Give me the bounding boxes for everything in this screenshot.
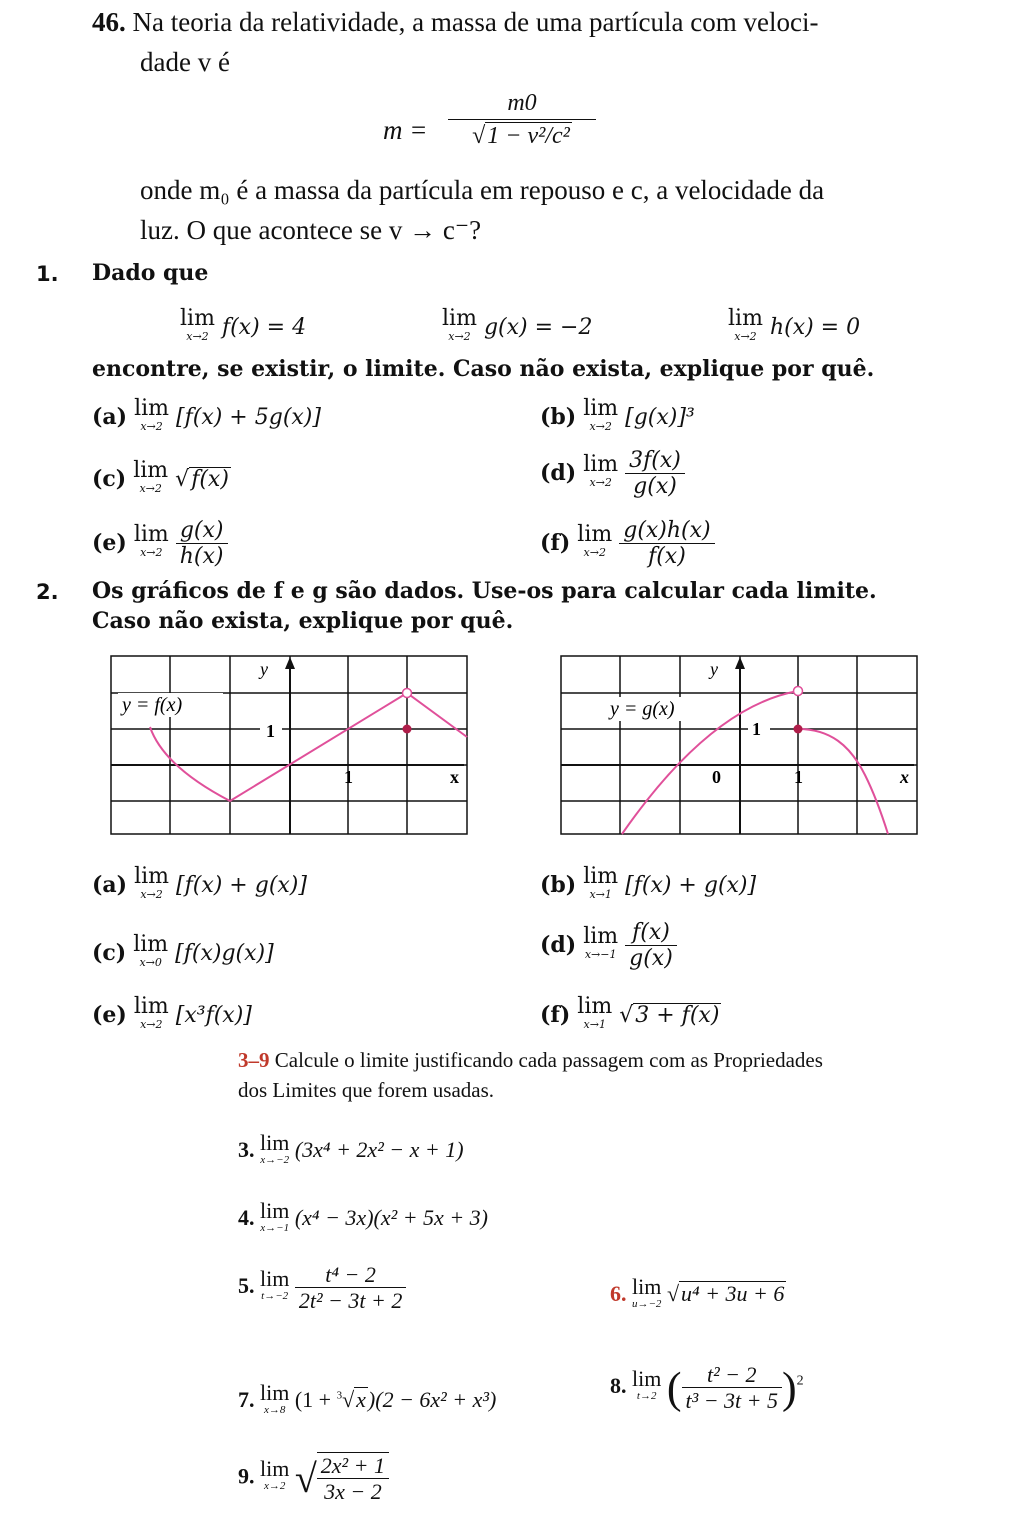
- graph-f-x-label: x: [450, 767, 459, 787]
- p2-item-e: (e) lim x→2 [x³f(x)]: [92, 994, 252, 1031]
- graph-f-filled-point: [403, 725, 412, 734]
- p46-formula-numerator: m0: [448, 90, 596, 120]
- graph-g-tick-x: 1: [794, 767, 803, 787]
- p46-line4: luz. O que acontece se v → c⁻?: [140, 215, 482, 245]
- p1-item-c: (c) lim x→2 √f(x): [92, 458, 229, 495]
- p46-formula-denominator: √1 − v²/c²: [472, 123, 570, 149]
- p1-instruction: encontre, se existir, o limite. Caso não exista, explique por quê.: [92, 356, 875, 382]
- p2-item-d: (d) lim x→−1 $\frac{f(x)}{g(x)}$: [540, 920, 677, 972]
- p2-item-f: (f) lim x→1 √3 + f(x): [540, 994, 720, 1031]
- graph-f-tick-x: 1: [344, 767, 353, 787]
- p1-intro: Dado que: [92, 260, 209, 286]
- p46-line3: onde m₀ é a massa da partícula em repouso e c, a velocidade da: [140, 175, 825, 205]
- p1-item-f: (f) lim x→2 $\frac{g(x)h(x)}{f(x)}$: [540, 518, 715, 570]
- exercise-4: 4. lim x→−1 (x⁴ − 3x)(x² + 5x + 3): [238, 1198, 488, 1234]
- graph-f-y-arrow: [285, 657, 295, 669]
- p2-item-c: (c) lim x→0 [f(x)g(x)]: [92, 932, 274, 969]
- p39-range: 3–9: [238, 1048, 270, 1072]
- graph-f-tick-y: 1: [266, 721, 275, 741]
- p2-line2: Caso não exista, explique por quê.: [92, 608, 514, 634]
- graph-f: [110, 655, 470, 837]
- graph-f-curve-label: y = f(x): [122, 694, 183, 716]
- graph-g-curve-right: [798, 729, 888, 834]
- p1-given-g: lim x→2 g(x) = −2: [442, 306, 593, 343]
- p39-header: 3–9 Calcule o limite justificando cada passagem com as Propriedades: [238, 1048, 823, 1072]
- p46-line1: 46. Na teoria da relatividade, a massa de uma partícula com veloci-: [92, 7, 819, 37]
- graph-g-y-arrow: [735, 657, 745, 669]
- p2-line1: Os gráficos de f e g são dados. Use-os para calcular cada limite.: [92, 578, 877, 604]
- p1-given-h: lim x→2 h(x) = 0: [728, 306, 861, 343]
- graph-g-open-point: [794, 687, 803, 696]
- p46-formula-lhs: m =: [383, 115, 428, 145]
- p39-line2: dos Limites que forem usadas.: [238, 1078, 495, 1102]
- graph-g-x-label: x: [900, 767, 909, 787]
- p46-line2: dade v é: [140, 47, 230, 77]
- exercise-3: 3. lim x→−2 (3x⁴ + 2x² − x + 1): [238, 1130, 464, 1166]
- exercise-8: 8. lim t→2 ( $\frac{\text{t² − 2}}{\text{t³ − 3t + 5}}$ )$^2$: [610, 1362, 804, 1414]
- p2-number: 2.: [36, 580, 59, 604]
- p1-item-a: (a) lim x→2 [f(x) + 5g(x)]: [92, 396, 321, 433]
- p1-item-d: (d) lim x→2 $\frac{3f(x)}{g(x)}$: [540, 448, 685, 500]
- graph-f-open-point: [403, 689, 412, 698]
- p1-item-e: (e) lim x→2 $\frac{g(x)}{h(x)}$: [92, 518, 228, 570]
- exercise-9: 9. lim x→2 √ $\frac{\text{2x² + 1}}{3x - 2}$: [238, 1452, 389, 1505]
- graph-f-y-label: y: [260, 659, 268, 679]
- p1-item-b: (b) lim x→2 [g(x)]³: [540, 396, 695, 433]
- p46-formula-fraction: [448, 90, 596, 150]
- p2-item-a: (a) lim x→2 [f(x) + g(x)]: [92, 864, 307, 901]
- graph-g-filled-point: [794, 725, 803, 734]
- graph-g-y-label: y: [710, 659, 718, 679]
- graph-g-tick-y: 1: [752, 719, 761, 739]
- graph-g: [560, 655, 920, 837]
- exercise-5: 5. lim t→−2 $\frac{\text{t⁴ − 2}}{\text{2t² − 3t + 2}}$: [238, 1262, 406, 1314]
- p1-number: 1.: [36, 262, 59, 286]
- graph-g-origin: 0: [712, 767, 721, 787]
- p2-item-b: (b) lim x→1 [f(x) + g(x)]: [540, 864, 757, 901]
- p1-given-f: lim x→2 f(x) = 4: [180, 306, 307, 343]
- exercise-7: 7. lim x→8 (1 + $^3$√x)(2 − 6x² + x³): [238, 1380, 497, 1416]
- exercise-6: 6. lim u→−2 √u⁴ + 3u + 6: [610, 1274, 785, 1310]
- graph-g-curve-label: y = g(x): [610, 698, 675, 720]
